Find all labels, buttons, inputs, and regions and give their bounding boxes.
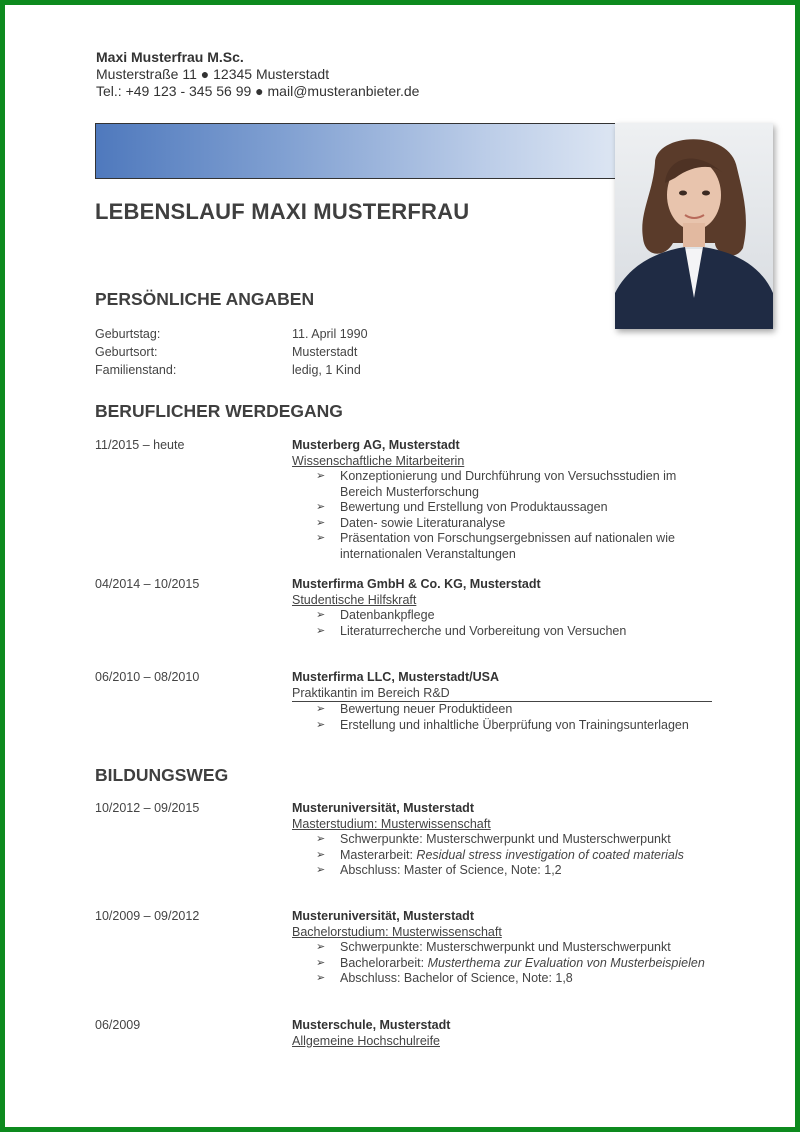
portrait-photo: [615, 123, 773, 329]
entry-bullet-item: [292, 702, 712, 718]
header-name: Maxi Musterfrau M.Sc.: [96, 49, 244, 65]
entry-bullet-list: [292, 702, 712, 733]
arrow-bullet-icon: ➢: [316, 864, 326, 876]
entry-role: Bachelorstudium: Musterwissenschaft: [292, 924, 502, 939]
section-title-career: BERUFLICHER WERDEGANG: [95, 401, 343, 421]
entry-organization: Musteruniversität, Musterstadt: [292, 801, 474, 815]
arrow-bullet-icon: ➢: [316, 470, 326, 482]
entry-bullet-list: [292, 608, 712, 639]
entry-bullet-item: [292, 863, 712, 879]
section-title-education: BILDUNGSWEG: [95, 765, 229, 785]
entry-date: 10/2012 – 09/2015: [95, 801, 200, 815]
bullet-text: Schwerpunkte: Musterschwerpunkt und Musterschwerpunkt: [340, 832, 671, 846]
entry-organization: Musterfirma LLC, Musterstadt/USA: [292, 670, 499, 684]
entry-role: Wissenschaftliche Mitarbeiterin: [292, 453, 465, 468]
entry-bullet-item: [292, 956, 712, 972]
entry-bullet-list: [292, 469, 712, 562]
bullet-text: Masterarbeit:: [340, 847, 417, 862]
entry-bullet-item: [292, 516, 712, 532]
bullet-text: Literaturrecherche und Vorbereitung von Versuchen: [340, 623, 627, 638]
entry-body: [292, 438, 712, 562]
arrow-bullet-icon: ➢: [316, 972, 326, 984]
entry-date: 04/2014 – 10/2015: [95, 577, 200, 591]
entry-organization: Musterfirma GmbH & Co. KG, Musterstadt: [292, 577, 541, 591]
entry-organization: Musterberg AG, Musterstadt: [292, 438, 460, 452]
thesis-title: Residual stress investigation of coated materials: [416, 847, 684, 862]
header-contact: Tel.: +49 123 - 345 56 99 ● mail@musteranbieter.de: [96, 83, 420, 99]
entry-role: Allgemeine Hochschulreife: [292, 1033, 440, 1048]
bullet-text: Präsentation von Forschungsergebnissen auf nationalen wie internationalen Veranstaltungen: [340, 531, 675, 561]
entry-body: [292, 577, 712, 639]
arrow-bullet-icon: ➢: [316, 718, 326, 731]
arrow-bullet-icon: ➢: [316, 532, 326, 544]
entry-bullet-list: [292, 832, 712, 879]
cv-page: [5, 5, 795, 1127]
personal-info-label: Geburtstag:: [95, 327, 161, 341]
entry-body: [292, 801, 712, 879]
entry-bullet-item: [292, 500, 712, 516]
entry-date: 06/2010 – 08/2010: [95, 670, 200, 684]
bullet-text: Bewertung und Erstellung von Produktaussagen: [340, 500, 608, 514]
entry-bullet-item: [292, 469, 712, 500]
arrow-bullet-icon: ➢: [316, 956, 326, 969]
bullet-text: Abschluss: Bachelor of Science, Note: 1,8: [340, 971, 573, 985]
entry-bullet-item: [292, 531, 712, 562]
arrow-bullet-icon: ➢: [316, 941, 326, 953]
entry-bullet-item: [292, 608, 712, 624]
arrow-bullet-icon: ➢: [316, 516, 326, 529]
entry-organization: Musterschule, Musterstadt: [292, 1018, 451, 1032]
bullet-text: Datenbankpflege: [340, 608, 435, 622]
bullet-text: Daten- sowie Literaturanalyse: [340, 515, 506, 530]
personal-info-label: Familienstand:: [95, 363, 177, 377]
entry-organization: Musteruniversität, Musterstadt: [292, 909, 474, 923]
arrow-bullet-icon: ➢: [316, 609, 326, 621]
title-banner: [95, 123, 619, 179]
entry-role: Masterstudium: Musterwissenschaft: [292, 816, 491, 831]
header-address: Musterstraße 11 ● 12345 Musterstadt: [96, 66, 330, 82]
entry-bullet-item: [292, 971, 712, 987]
document-title: LEBENSLAUF MAXI MUSTERFRAU: [95, 199, 470, 224]
arrow-bullet-icon: ➢: [316, 848, 326, 861]
bullet-text: Konzeptionierung und Durchführung von Versuchsstudien im Bereich Musterforschung: [340, 469, 677, 499]
entry-date: 11/2015 – heute: [95, 438, 185, 452]
arrow-bullet-icon: ➢: [316, 501, 326, 513]
entry-date: 06/2009: [95, 1018, 141, 1032]
arrow-bullet-icon: ➢: [316, 624, 326, 637]
entry-date: 10/2009 – 09/2012: [95, 909, 200, 923]
bullet-text: Bewertung neuer Produktideen: [340, 702, 513, 716]
entry-bullet-item: [292, 832, 712, 848]
entry-bullet-item: [292, 940, 712, 956]
section-title-personal: PERSÖNLICHE ANGABEN: [95, 289, 315, 309]
bullet-text: Abschluss: Master of Science, Note: 1,2: [340, 863, 562, 877]
entry-body: [292, 909, 712, 987]
entry-body: [292, 670, 712, 733]
entry-role: Praktikantin im Bereich R&D: [292, 686, 712, 703]
arrow-bullet-icon: ➢: [316, 833, 326, 845]
personal-info-label: Geburtsort:: [95, 345, 158, 359]
bullet-text: Schwerpunkte: Musterschwerpunkt und Musterschwerpunkt: [340, 940, 671, 954]
entry-bullet-item: [292, 624, 712, 640]
contact-header: [96, 49, 419, 100]
thesis-title: Musterthema zur Evaluation von Musterbeispielen: [427, 955, 705, 970]
bullet-text: Erstellung und inhaltliche Überprüfung von Trainingsunterlagen: [340, 717, 689, 732]
personal-info-value: 11. April 1990: [292, 327, 368, 341]
personal-info-value: Musterstadt: [292, 345, 358, 359]
arrow-bullet-icon: ➢: [316, 703, 326, 715]
entry-bullet-item: [292, 848, 712, 864]
personal-info-value: ledig, 1 Kind: [292, 363, 361, 377]
entry-bullet-item: [292, 718, 712, 734]
bullet-text: Bachelorarbeit:: [340, 955, 428, 970]
entry-body: [292, 1018, 712, 1049]
entry-role: Studentische Hilfskraft: [292, 592, 417, 607]
entry-bullet-list: [292, 940, 712, 987]
